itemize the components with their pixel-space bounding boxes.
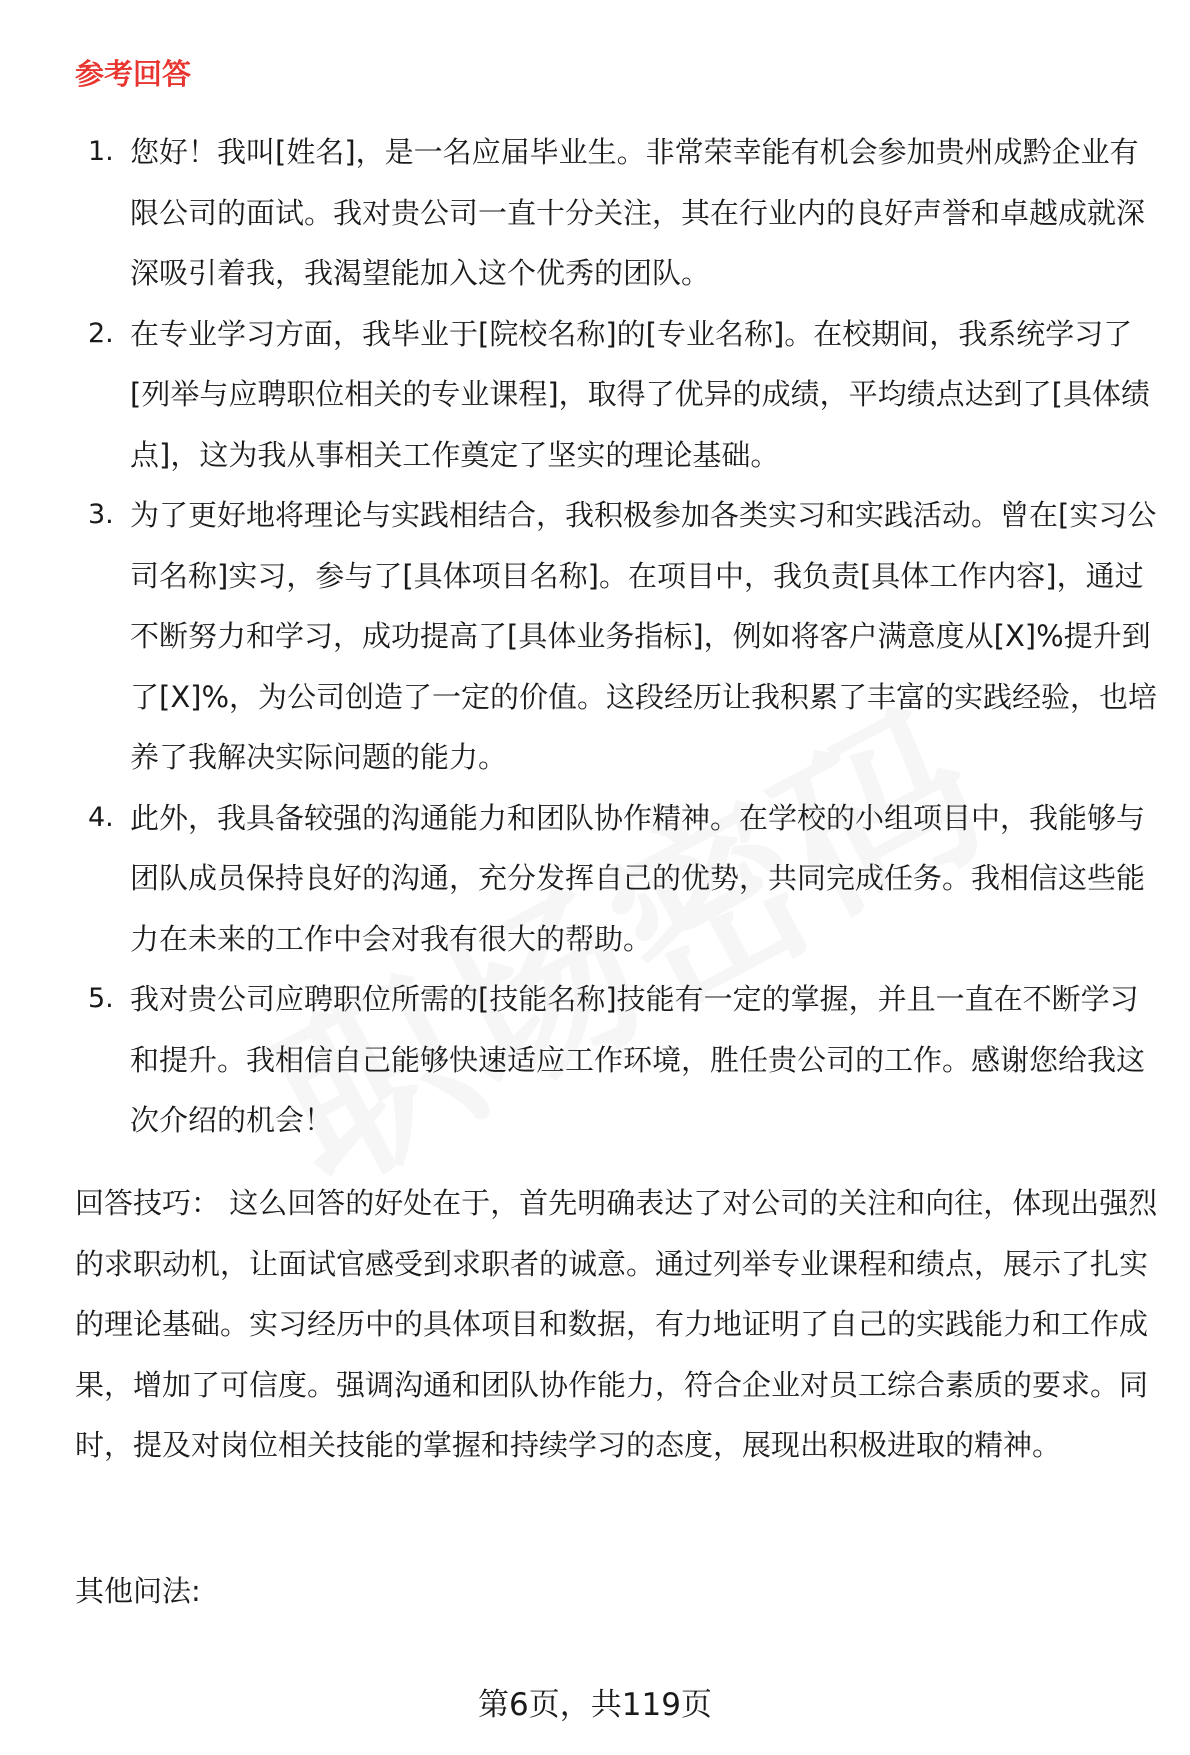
- item-number: 1.: [88, 136, 114, 167]
- item-number: 4.: [88, 801, 114, 833]
- other-questions-label: 其他问法:: [75, 1574, 201, 1608]
- list-item: [0, 485, 1190, 788]
- list-item: [0, 304, 1190, 486]
- page-footer: 第6页，共119页: [478, 1687, 712, 1723]
- list-item: [0, 788, 1190, 970]
- section-heading: 参考回答: [75, 57, 192, 91]
- item-text: 您好！我叫[姓名]，是一名应届毕业生。非常荣幸能有机会参加贵州成黔企业有限公司的面试。我对贵公司一直十分关注，其在行业内的良好声誉和卓越成就深深吸引着我，我渴望能加入这个优秀的团队。: [130, 135, 1146, 290]
- item-number: 3.: [88, 499, 114, 530]
- item-text: 为了更好地将理论与实践相结合，我积极参加各类实习和实践活动。曾在[实习公司名称]实习，参与了[具体项目名称]。在项目中，我负责[具体工作内容]，通过不断努力和学习，成功提高了[具体业务指标]，例如将客户满意度从[X]%提升到了[X]%，为公司创造了一定的价值。这段经历让我积累了丰富的实践经验，也培养了我解决实际问题的能力。: [130, 498, 1158, 774]
- item-text: 在专业学习方面，我毕业于[院校名称]的[专业名称]。在校期间，我系统学习了[列举与应聘职位相关的专业课程]，取得了优异的成绩，平均绩点达到了[具体绩点]，这为我从事相关工作奠定了坚实的理论基础。: [130, 316, 1150, 472]
- item-number: 5.: [88, 983, 114, 1014]
- item-text: 此外，我具备较强的沟通能力和团队协作精神。在学校的小组项目中，我能够与团队成员保持良好的沟通，充分发挥自己的优势，共同完成任务。我相信这些能力在未来的工作中会对我有很大的帮助。: [130, 800, 1146, 956]
- answer-tips: 回答技巧： 这么回答的好处在于，首先明确表达了对公司的关注和向往，体现出强烈的求职动机，让面试官感受到求职者的诚意。通过列举专业课程和绩点，展示了扎实的理论基础。实习经历中的具体项目和数据，有力地证明了自己的实践能力和工作成果，增加了可信度。强调沟通和团队协作能力，符合企业对员工综合素质的要求。同时，提及对岗位相关技能的掌握和持续学习的态度，展现出积极进取的精神。: [75, 1186, 1158, 1462]
- item-number: 2.: [88, 317, 114, 349]
- answer-list: [0, 122, 1190, 1151]
- list-item: [0, 122, 1190, 304]
- list-item: [0, 969, 1190, 1151]
- item-text: 我对贵公司应聘职位所需的[技能名称]技能有一定的掌握，并且一直在不断学习和提升。我相信自己能够快速适应工作环境，胜任贵公司的工作。感谢您给我这次介绍的机会！: [130, 982, 1146, 1137]
